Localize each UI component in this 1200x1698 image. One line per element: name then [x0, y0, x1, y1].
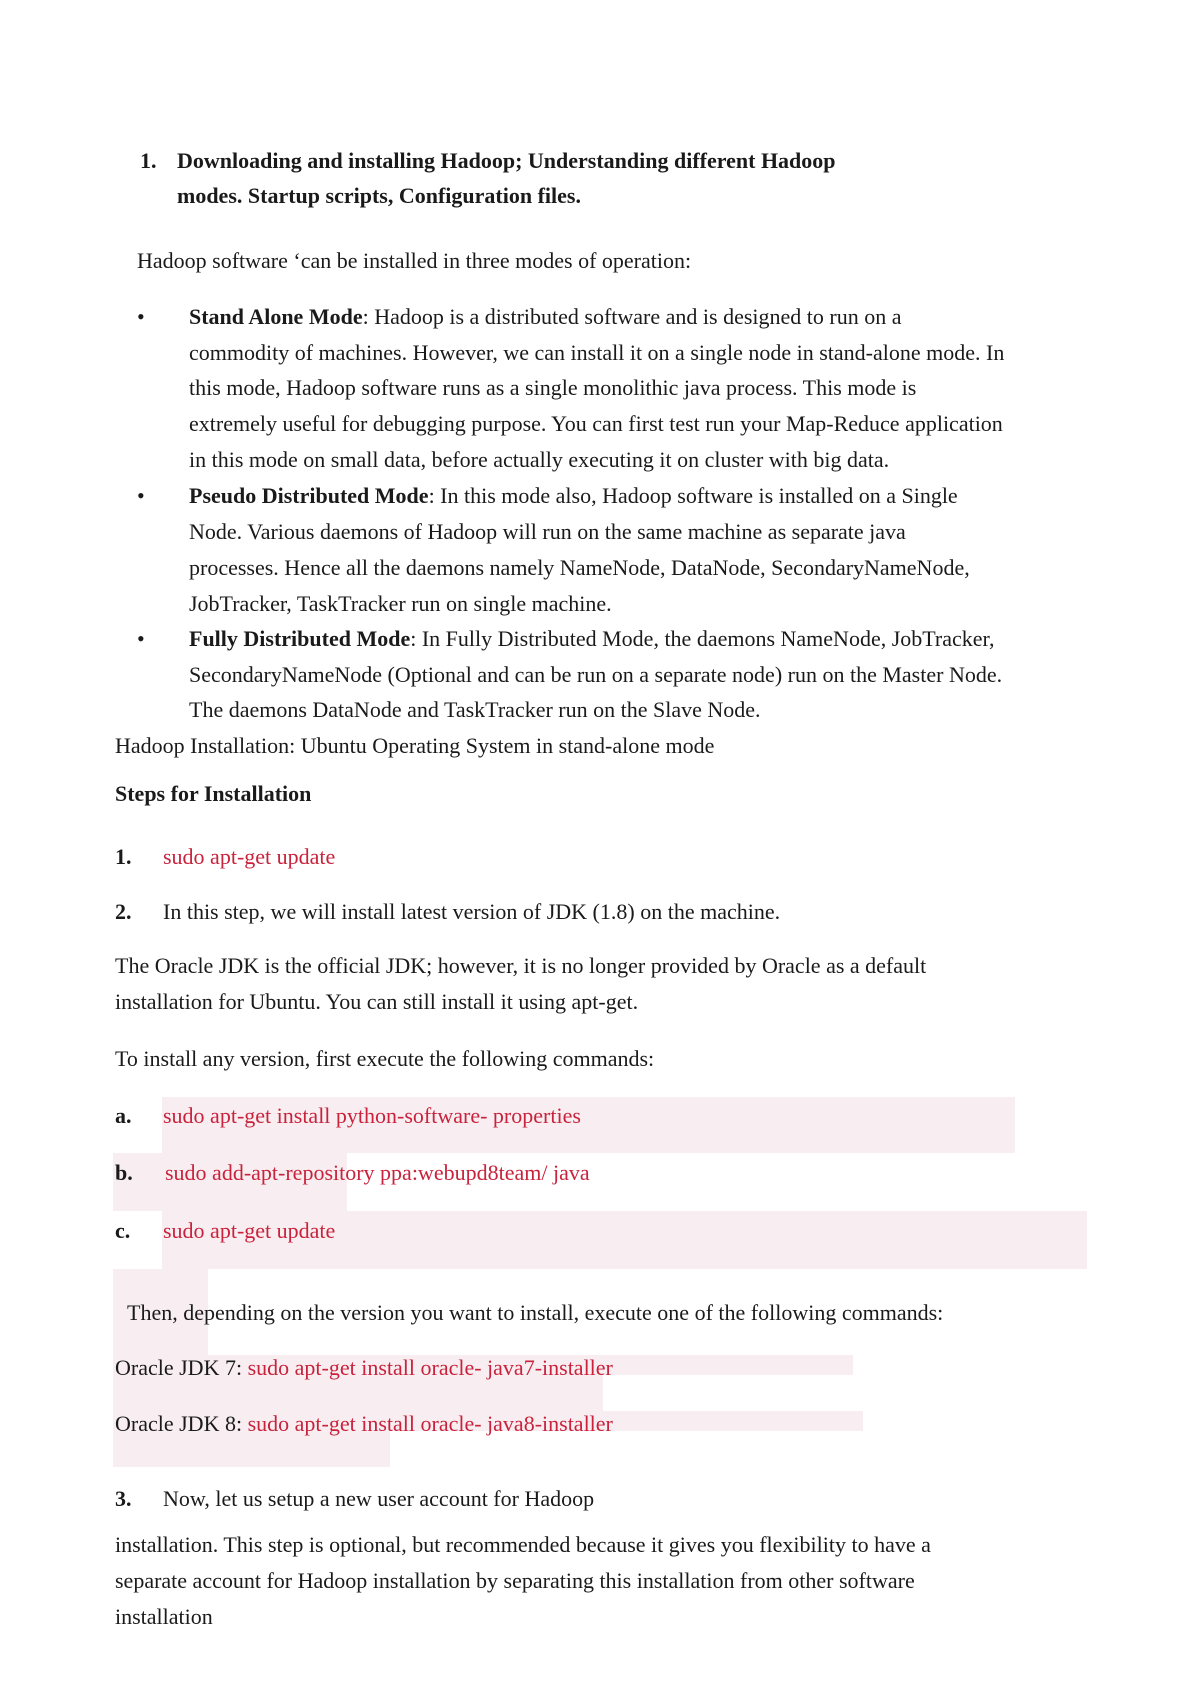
- mode-stand-alone-line1: [189, 304, 902, 330]
- mode-text: : In this mode also, Hadoop software is installed on a Single: [428, 483, 958, 508]
- section-number: 1.: [140, 148, 157, 173]
- command-text: sudo apt-get install python-software- properties: [163, 1103, 581, 1128]
- substep-label: c.: [115, 1218, 131, 1243]
- mode-name: Stand Alone Mode: [189, 304, 363, 329]
- install-title: Hadoop Installation: Ubuntu Operating System in stand-alone mode: [115, 733, 715, 758]
- mode-line: extremely useful for debugging purpose. You can first test run your Map-Reduce application: [189, 411, 1003, 436]
- mode-line: JobTracker, TaskTracker run on single machine.: [189, 591, 612, 616]
- install-any-text: To install any version, first execute the following commands:: [115, 1046, 655, 1071]
- command-text: sudo apt-get update: [163, 1218, 336, 1243]
- mode-line: The daemons DataNode and TaskTracker run on the Slave Node.: [189, 697, 761, 722]
- mode-line: processes. Hence all the daemons namely NameNode, DataNode, SecondaryNameNode,: [189, 555, 970, 580]
- substep-label: a.: [115, 1103, 132, 1128]
- steps-heading: Steps for Installation: [115, 781, 312, 806]
- mode-line: in this mode on small data, before actually executing it on cluster with big data.: [189, 447, 890, 472]
- section-title-line2: modes. Startup scripts, Configuration files.: [177, 183, 581, 208]
- step-text: Now, let us setup a new user account for Hadoop: [163, 1486, 595, 1511]
- mode-line: this mode, Hadoop software runs as a single monolithic java process. This mode is: [189, 375, 917, 400]
- mode-text: : Hadoop is a distributed software and is designed to run on a: [362, 304, 902, 329]
- paragraph-line: installation. This step is optional, but recommended because it gives you flexibility to have a: [115, 1532, 931, 1557]
- jdk-label: Oracle JDK 8:: [115, 1411, 248, 1436]
- bullet: •: [137, 304, 145, 329]
- substep-label: b.: [115, 1160, 133, 1185]
- then-text: Then, depending on the version you want to install, execute one of the following commands:: [127, 1300, 944, 1325]
- mode-pseudo-line1: [189, 483, 958, 509]
- mode-line: SecondaryNameNode (Optional and can be run on a separate node) run on the Master Node.: [189, 662, 1003, 687]
- step-number: 2.: [115, 899, 132, 924]
- bullet: •: [137, 626, 145, 651]
- intro-text: Hadoop software ‘can be installed in three modes of operation:: [137, 248, 692, 273]
- mode-name: Fully Distributed Mode: [189, 626, 411, 651]
- step-number: 3.: [115, 1486, 132, 1511]
- mode-fully-line1: [189, 626, 995, 652]
- mode-text: : In Fully Distributed Mode, the daemons NameNode, JobTracker,: [410, 626, 995, 651]
- bullet: •: [137, 483, 145, 508]
- step-number: 1.: [115, 844, 132, 869]
- paragraph-line: The Oracle JDK is the official JDK; however, it is no longer provided by Oracle as a default: [115, 953, 927, 978]
- mode-line: Node. Various daemons of Hadoop will run on the same machine as separate java: [189, 519, 906, 544]
- paragraph-line: installation for Ubuntu. You can still install it using apt-get.: [115, 989, 639, 1014]
- command-text: sudo apt-get install oracle- java7-installer: [247, 1355, 613, 1380]
- step-text: In this step, we will install latest version of JDK (1.8) on the machine.: [163, 899, 781, 924]
- paragraph-line: separate account for Hadoop installation by separating this installation from other software: [115, 1568, 915, 1593]
- section-title-line1: Downloading and installing Hadoop; Understanding different Hadoop: [177, 148, 836, 173]
- paragraph-line: installation: [115, 1604, 213, 1629]
- jdk7-line: [115, 1355, 613, 1381]
- command-text: sudo apt-get update: [163, 844, 336, 869]
- jdk-label: Oracle JDK 7:: [115, 1355, 248, 1380]
- jdk8-line: [115, 1411, 613, 1437]
- command-text: sudo apt-get install oracle- java8-installer: [247, 1411, 613, 1436]
- command-text: sudo add-apt-repository ppa:webupd8team/ java: [165, 1160, 590, 1185]
- mode-line: commodity of machines. However, we can install it on a single node in stand-alone mode. In: [189, 340, 1005, 365]
- mode-name: Pseudo Distributed Mode: [189, 483, 429, 508]
